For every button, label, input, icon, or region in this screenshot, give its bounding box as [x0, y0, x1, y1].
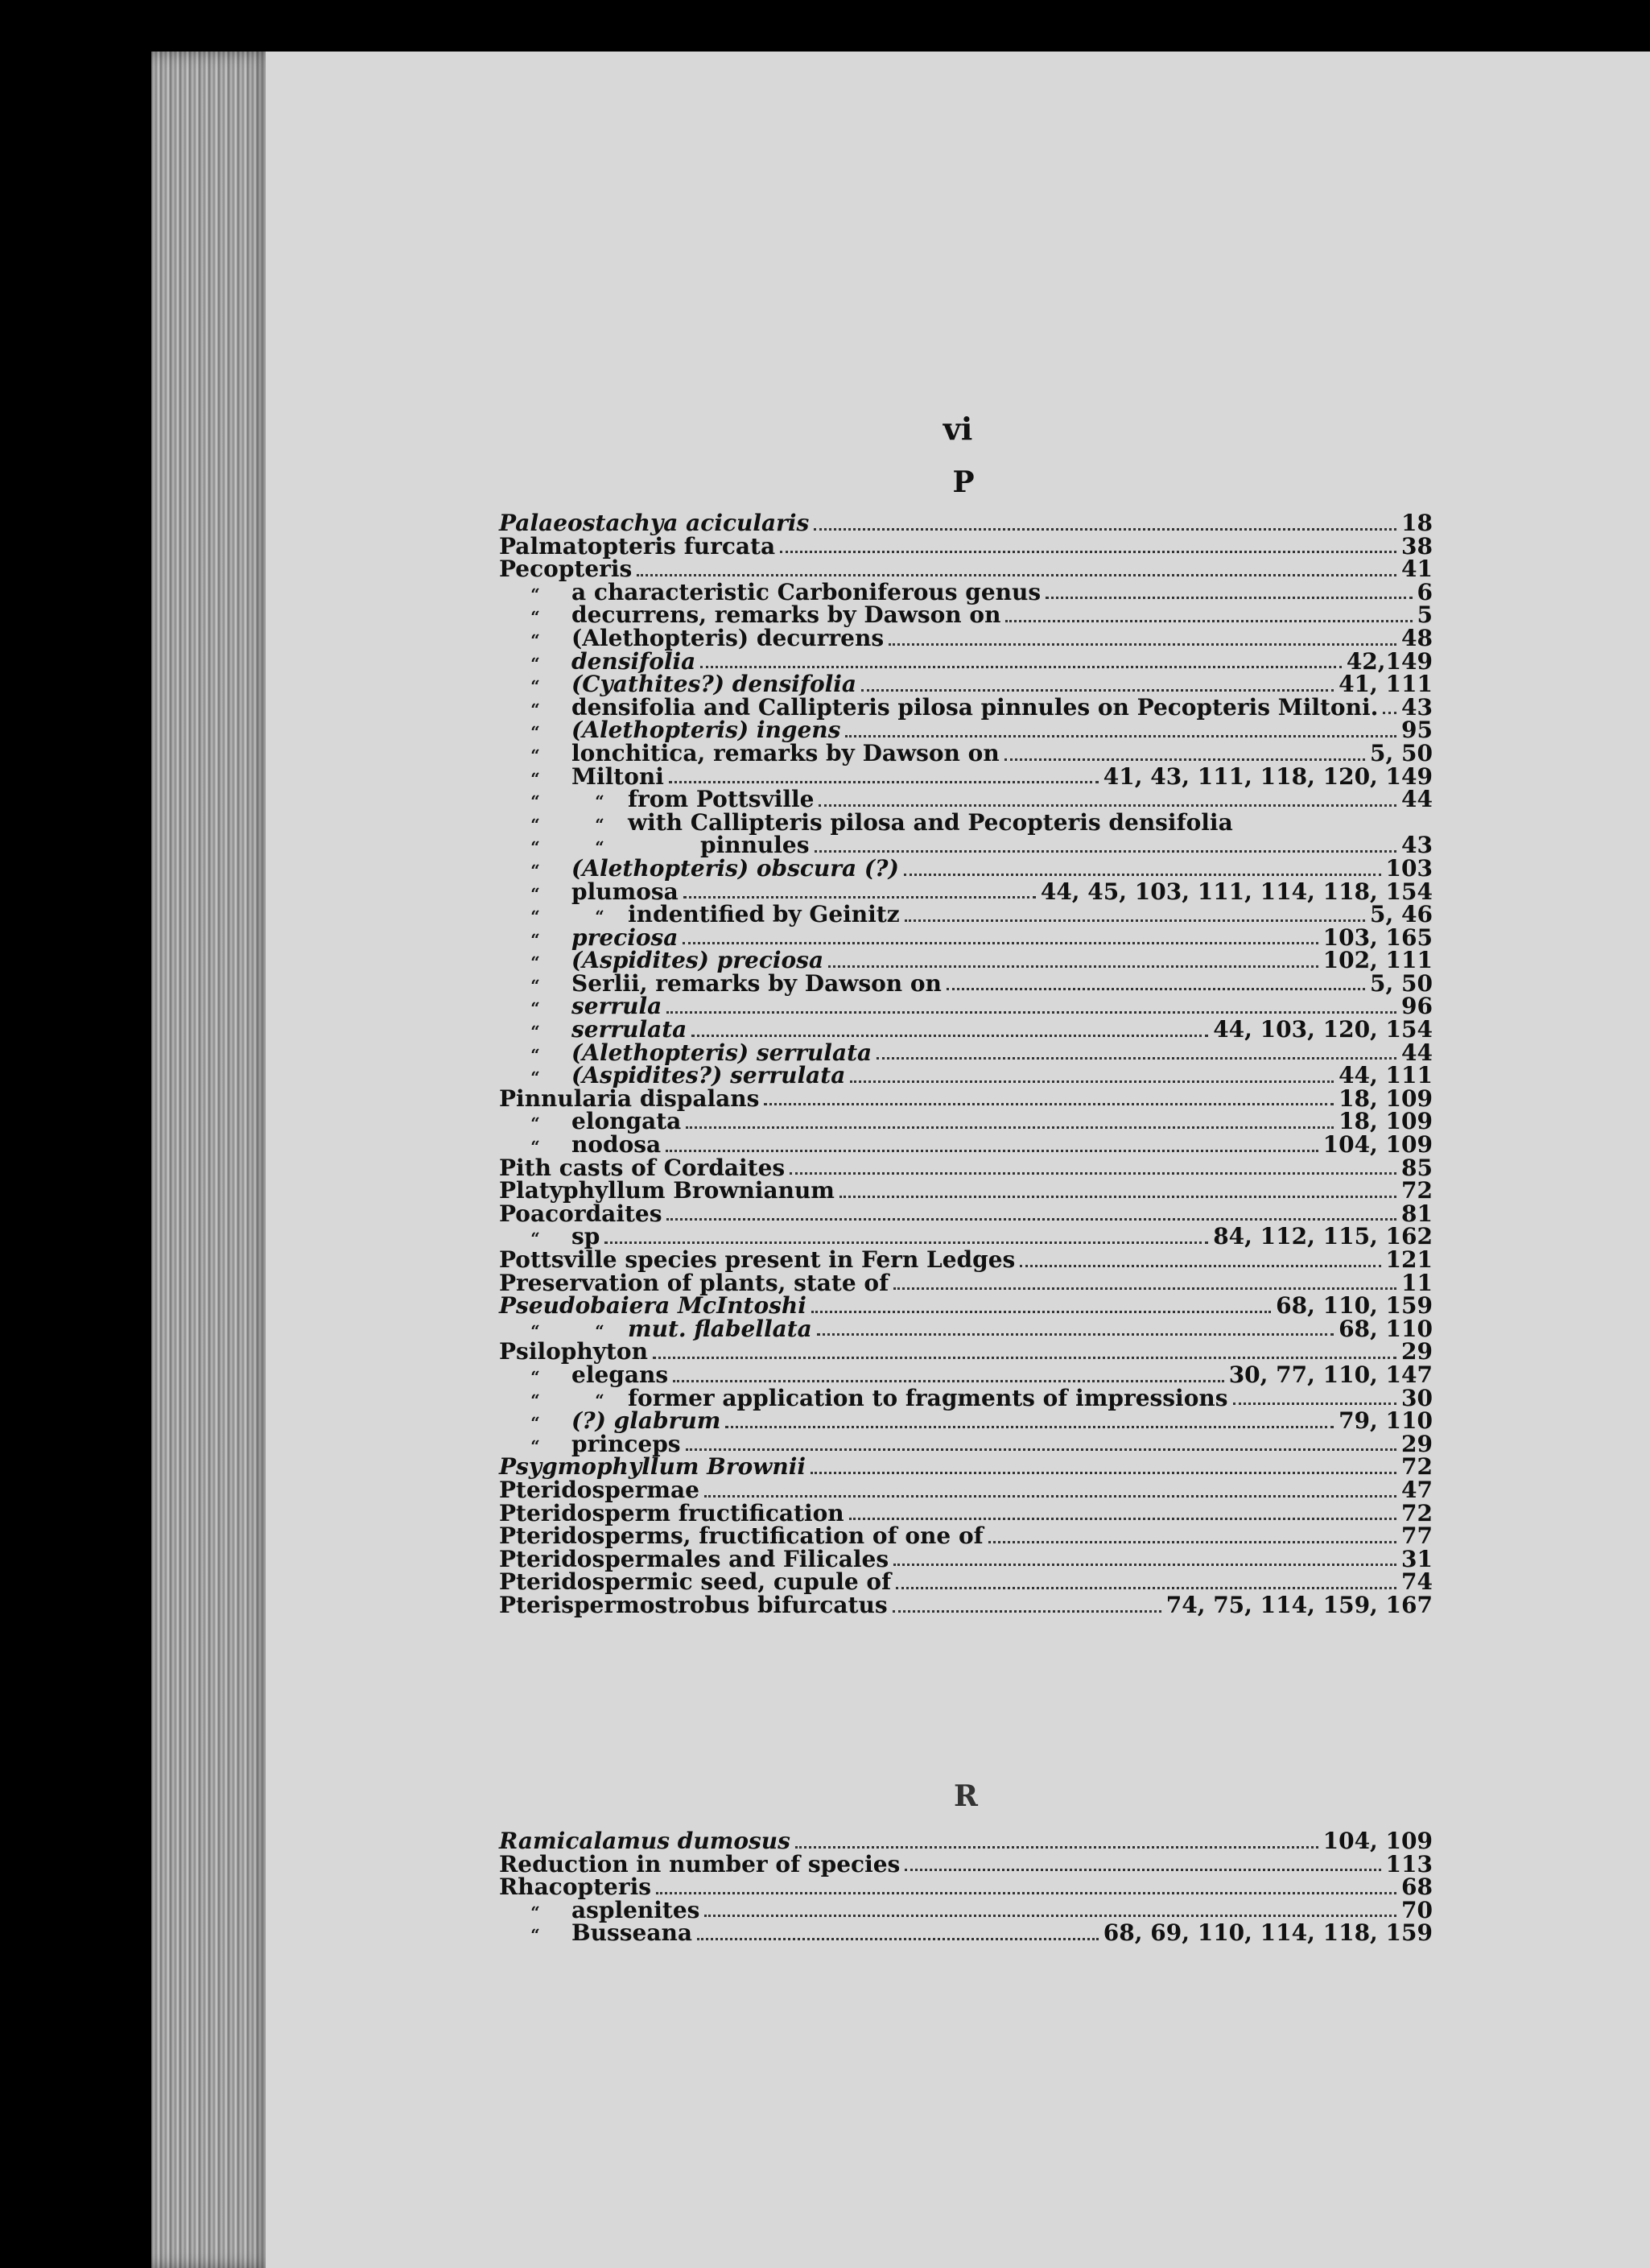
index-entry [499, 512, 1433, 535]
index-entry [499, 1407, 1433, 1435]
entry-term: Psilophyton [499, 1338, 648, 1365]
dot-leader [1005, 620, 1412, 622]
section-letter-p: P [952, 465, 975, 499]
entry-page-refs: 104, 109 [1322, 1828, 1433, 1854]
entry-page-refs: 5, 46 [1370, 901, 1433, 928]
entry-term: Preservation of plants, state of [499, 1269, 889, 1296]
entry-page-refs: 74, 75, 114, 159, 167 [1165, 1591, 1433, 1618]
index-entry [499, 834, 1433, 857]
index-entry [499, 1361, 1433, 1388]
entry-page-refs: 95 [1401, 717, 1433, 744]
index-entry [499, 949, 1433, 973]
entry-page-refs: 68, 69, 110, 114, 118, 159 [1103, 1919, 1433, 1947]
index-entry [499, 1292, 1433, 1320]
dot-leader [790, 1172, 1396, 1175]
entry-term: with Callipteris pilosa and Pecopteris densifolia [628, 808, 1233, 836]
entry-term: a characteristic Carboniferous genus [571, 578, 1042, 605]
dot-leader [704, 1915, 1396, 1917]
entry-page-refs: 104, 109 [1322, 1131, 1433, 1159]
entry-term: from Pottsville [628, 786, 815, 813]
dot-leader [905, 919, 1365, 922]
entry-page-refs: 72 [1401, 1453, 1433, 1481]
index-entry [499, 808, 1433, 836]
index-entry [499, 1200, 1433, 1227]
dot-leader [893, 1564, 1396, 1566]
entry-term: Pteridosperms, fructification of one of [499, 1522, 984, 1550]
ditto-mark: “ [530, 768, 540, 788]
index-entry [499, 854, 1433, 882]
dot-leader [889, 643, 1396, 646]
entry-term: Psygmophyllum Brownii [499, 1453, 806, 1481]
entry-term: lonchitica, remarks by Dawson on [571, 739, 1000, 766]
dot-leader [1046, 597, 1412, 599]
ditto-mark: “ [530, 1902, 540, 1922]
entry-page-refs: 44, 103, 120, 154 [1213, 1016, 1433, 1043]
dot-leader [691, 1035, 1208, 1037]
entry-term: nodosa [571, 1131, 662, 1159]
index-entry [499, 1591, 1433, 1618]
dot-leader [704, 1495, 1396, 1498]
entry-page-refs: 48 [1401, 624, 1433, 651]
ditto-mark: “ [530, 722, 540, 742]
entry-term: (Cyathites?) densifolia [571, 671, 857, 698]
entry-page-refs: 42,149 [1346, 647, 1433, 675]
ditto-mark: “ [530, 975, 540, 995]
entry-term: Rhacopteris [499, 1873, 651, 1901]
index-entry [499, 1110, 1433, 1134]
ditto-mark: “ [595, 814, 604, 834]
entry-page-refs: 38 [1401, 532, 1433, 560]
index-entry [499, 578, 1433, 605]
ditto-mark: “ [530, 1320, 540, 1341]
dot-leader [669, 781, 1099, 783]
dot-leader [673, 1380, 1224, 1382]
entry-term: elongata [571, 1108, 682, 1135]
ditto-mark: “ [530, 814, 540, 834]
dot-leader [666, 1150, 1318, 1152]
entry-page-refs: 18, 109 [1339, 1108, 1433, 1135]
dot-leader [839, 1196, 1396, 1198]
entry-term: former application to fragments of impressions [628, 1384, 1228, 1411]
entry-term: Pottsville species present in Fern Ledges [499, 1246, 1016, 1273]
dot-leader [666, 1011, 1396, 1014]
entry-page-refs: 29 [1401, 1338, 1433, 1365]
entry-page-refs: 5, 50 [1370, 739, 1433, 766]
ditto-mark: “ [530, 1113, 540, 1134]
index-entry [499, 1064, 1433, 1088]
index-entry [499, 1039, 1433, 1066]
dot-leader [683, 896, 1036, 899]
ditto-mark: “ [530, 837, 540, 857]
index-entry [499, 1476, 1433, 1503]
entry-term: Pteridospermic seed, cupule of [499, 1568, 892, 1596]
index-entry [499, 762, 1433, 790]
entry-page-refs: 11 [1401, 1269, 1433, 1296]
ditto-mark: “ [530, 952, 540, 973]
entry-term: Pteridosperm fructification [499, 1499, 844, 1526]
entry-page-refs: 84, 112, 115, 162 [1213, 1223, 1433, 1250]
dot-leader [1020, 1265, 1380, 1267]
entry-page-refs: 43 [1401, 832, 1433, 859]
index-entry [499, 1896, 1433, 1923]
dot-leader [780, 551, 1396, 553]
entry-term: asplenites [571, 1896, 700, 1923]
entry-page-refs: 72 [1401, 1499, 1433, 1526]
entry-page-refs: 68, 110 [1339, 1315, 1433, 1342]
dot-leader [666, 1218, 1396, 1221]
entry-page-refs: 43 [1401, 693, 1433, 721]
dot-leader [683, 942, 1318, 944]
entry-term: sp [571, 1223, 600, 1250]
ditto-mark: “ [595, 1320, 604, 1341]
index-entry [499, 1499, 1433, 1526]
ditto-mark: “ [530, 676, 540, 696]
index-entry [499, 673, 1433, 696]
index-entry [499, 1315, 1433, 1342]
entry-term: Busseana [571, 1919, 693, 1947]
index-entry [499, 532, 1433, 560]
dot-leader [686, 1126, 1334, 1129]
section-letter-r: R [954, 1779, 978, 1813]
entry-term: princeps [571, 1430, 681, 1457]
entry-term: Pterispermostrobus bifurcatus [499, 1591, 888, 1618]
dot-leader [850, 1080, 1334, 1083]
dot-leader [1383, 712, 1396, 714]
dot-leader [817, 1333, 1334, 1336]
index-entry [499, 647, 1433, 675]
index-entry [499, 1084, 1433, 1112]
ditto-mark: “ [530, 791, 540, 812]
entry-page-refs: 31 [1401, 1545, 1433, 1572]
entry-term: Pith casts of Cordaites [499, 1154, 786, 1181]
ditto-mark: “ [530, 1044, 540, 1064]
entry-term: (Aspidites?) serrulata [571, 1062, 846, 1089]
entry-page-refs: 44, 111 [1339, 1062, 1433, 1089]
ditto-mark: “ [530, 883, 540, 903]
entry-term: indentified by Geinitz [628, 901, 900, 928]
entry-term: (Alethopteris) obscura (?) [571, 854, 899, 882]
entry-page-refs: 79, 110 [1339, 1407, 1433, 1435]
entry-term: Reduction in number of species [499, 1850, 901, 1878]
index-entry [499, 969, 1433, 997]
ditto-mark: “ [530, 1413, 540, 1433]
index-list-p [499, 512, 1433, 1617]
index-entry [499, 601, 1433, 629]
entry-page-refs: 113 [1385, 1850, 1433, 1878]
ditto-mark: “ [530, 1390, 540, 1410]
dot-leader [1233, 1403, 1397, 1405]
entry-page-refs: 29 [1401, 1430, 1433, 1457]
index-entry [499, 693, 1433, 721]
index-entry [499, 739, 1433, 766]
ditto-mark: “ [530, 1925, 540, 1945]
ditto-mark: “ [530, 1068, 540, 1088]
ditto-mark: “ [530, 1022, 540, 1042]
index-entry [499, 1131, 1433, 1159]
dot-leader [877, 1057, 1396, 1060]
entry-page-refs: 102, 111 [1322, 947, 1433, 974]
entry-term: densifolia [571, 647, 696, 675]
ditto-mark: “ [530, 584, 540, 604]
page-number: vi [943, 411, 973, 447]
entry-term: Miltoni [571, 762, 664, 790]
index-entry [499, 1850, 1433, 1878]
ditto-mark: “ [530, 630, 540, 650]
entry-term: mut. flabellata [628, 1315, 812, 1342]
ditto-mark: “ [595, 907, 604, 927]
entry-term: Palmatopteris furcata [499, 532, 776, 560]
dot-leader [764, 1103, 1334, 1105]
dot-leader [725, 1426, 1334, 1428]
index-entry [499, 1246, 1433, 1273]
index-list-r [499, 1830, 1433, 1945]
dot-leader [686, 1448, 1397, 1451]
entry-term: serrulata [571, 1016, 687, 1043]
entry-term: densifolia and Callipteris pilosa pinnules on Pecopteris Miltoni. [571, 693, 1379, 721]
dot-leader [947, 988, 1365, 990]
entry-page-refs: 70 [1401, 1896, 1433, 1923]
index-entry [499, 1919, 1433, 1947]
index-entry [499, 1018, 1433, 1042]
dot-leader [1004, 758, 1365, 761]
entry-term: Palaeostachya acicularis [499, 510, 810, 536]
entry-term: Ramicalamus dumosus [499, 1828, 790, 1854]
entry-page-refs: 72 [1401, 1177, 1433, 1204]
entry-term: (?) glabrum [571, 1407, 721, 1435]
entry-term: Platyphyllum Brownianum [499, 1177, 835, 1204]
dot-leader [896, 1587, 1396, 1589]
dot-leader [811, 1311, 1271, 1313]
entry-term: plumosa [571, 878, 679, 905]
entry-page-refs: 81 [1401, 1200, 1433, 1227]
dot-leader [604, 1241, 1208, 1244]
entry-page-refs: 30 [1401, 1384, 1433, 1411]
index-entry [499, 995, 1433, 1018]
entry-term: Pinnularia dispalans [499, 1084, 760, 1112]
entry-page-refs: 74 [1401, 1568, 1433, 1596]
index-entry [499, 1430, 1433, 1457]
entry-term: elegans [571, 1361, 669, 1388]
ditto-mark: “ [530, 653, 540, 673]
index-entry [499, 1338, 1433, 1365]
entry-page-refs: 18, 109 [1339, 1084, 1433, 1112]
entry-term: Pteridospermae [499, 1476, 699, 1503]
ditto-mark: “ [595, 791, 604, 812]
ditto-mark: “ [530, 860, 540, 880]
index-entry [499, 624, 1433, 651]
ditto-mark: “ [530, 1366, 540, 1386]
index-entry [499, 558, 1433, 581]
dot-leader [819, 804, 1396, 807]
ditto-mark: “ [530, 998, 540, 1018]
entry-page-refs: 103, 165 [1322, 923, 1433, 951]
entry-term: Pecopteris [499, 556, 633, 583]
entry-term: preciosa [571, 923, 679, 951]
dot-leader [828, 965, 1318, 968]
dot-leader [814, 528, 1396, 531]
dot-leader [893, 1287, 1396, 1290]
dot-leader [845, 735, 1396, 737]
entry-term: (Aspidites) preciosa [571, 947, 824, 974]
index-entry [499, 1179, 1433, 1203]
dot-leader [861, 689, 1334, 692]
entry-term: Pseudobaiera McIntoshi [499, 1292, 806, 1320]
entry-page-refs: 41, 43, 111, 118, 120, 149 [1103, 762, 1433, 790]
entry-term: (Alethopteris) decurrens [571, 624, 885, 651]
ditto-mark: “ [530, 907, 540, 927]
entry-term: Pteridospermales and Filicales [499, 1545, 889, 1572]
entry-term: Poacordaites [499, 1200, 662, 1227]
dot-leader [893, 1610, 1161, 1613]
index-entry [499, 923, 1433, 951]
index-entry [499, 1522, 1433, 1550]
dot-leader [795, 1846, 1318, 1849]
entry-page-refs: 41, 111 [1339, 671, 1433, 698]
entry-page-refs: 68, 110, 159 [1276, 1292, 1433, 1320]
index-entry [499, 1545, 1433, 1572]
ditto-mark: “ [530, 699, 540, 719]
index-entry [499, 1830, 1433, 1853]
entry-page-refs: 121 [1385, 1246, 1433, 1273]
entry-page-refs: 85 [1401, 1154, 1433, 1181]
index-entry [499, 1269, 1433, 1296]
index-entry [499, 903, 1433, 927]
index-entry [499, 1873, 1433, 1901]
entry-term: decurrens, remarks by Dawson on [571, 601, 1001, 629]
entry-page-refs: 96 [1401, 993, 1433, 1020]
ditto-mark: “ [530, 1229, 540, 1249]
entry-page-refs: 18 [1401, 510, 1433, 536]
index-entry [499, 1568, 1433, 1596]
book-page-edges [151, 52, 272, 2268]
entry-page-refs: 44, 45, 103, 111, 114, 118, 154 [1040, 878, 1433, 905]
entry-page-refs: 44 [1401, 1039, 1433, 1066]
ditto-mark: “ [530, 607, 540, 627]
entry-page-refs: 44 [1401, 786, 1433, 813]
index-entry [499, 1453, 1433, 1481]
entry-page-refs: 5 [1417, 601, 1433, 629]
dot-leader [656, 1892, 1396, 1894]
index-entry [499, 1225, 1433, 1249]
dot-leader [905, 1869, 1380, 1871]
entry-term: (Alethopteris) serrulata [571, 1039, 872, 1066]
index-entry [499, 1384, 1433, 1411]
index-entry [499, 788, 1433, 812]
dot-leader [904, 874, 1381, 876]
entry-page-refs: 68 [1401, 1873, 1433, 1901]
entry-page-refs: 6 [1417, 578, 1433, 605]
dot-leader [653, 1357, 1396, 1359]
dot-leader [700, 666, 1342, 668]
entry-page-refs: 41 [1401, 556, 1433, 583]
index-entry [499, 719, 1433, 742]
dot-leader [637, 574, 1396, 576]
entry-page-refs: 5, 50 [1370, 969, 1433, 997]
ditto-mark: “ [530, 929, 540, 949]
ditto-mark: “ [595, 837, 604, 857]
entry-term: (Alethopteris) ingens [571, 717, 841, 744]
entry-page-refs: 103 [1385, 854, 1433, 882]
entry-page-refs: 77 [1401, 1522, 1433, 1550]
entry-term: Serlii, remarks by Dawson on [571, 969, 942, 997]
dot-leader [849, 1518, 1396, 1520]
entry-term: serrula [571, 993, 662, 1020]
ditto-mark: “ [530, 1436, 540, 1456]
dot-leader [815, 850, 1397, 853]
dot-leader [988, 1541, 1396, 1543]
dot-leader [697, 1938, 1099, 1940]
entry-page-refs: 47 [1401, 1476, 1433, 1503]
ditto-mark: “ [530, 1137, 540, 1157]
index-entry [499, 1154, 1433, 1181]
dot-leader [811, 1472, 1396, 1474]
entry-term: pinnules [700, 832, 810, 859]
entry-page-refs: 30, 77, 110, 147 [1228, 1361, 1433, 1388]
index-entry [499, 878, 1433, 905]
ditto-mark: “ [530, 745, 540, 765]
ditto-mark: “ [595, 1390, 604, 1410]
